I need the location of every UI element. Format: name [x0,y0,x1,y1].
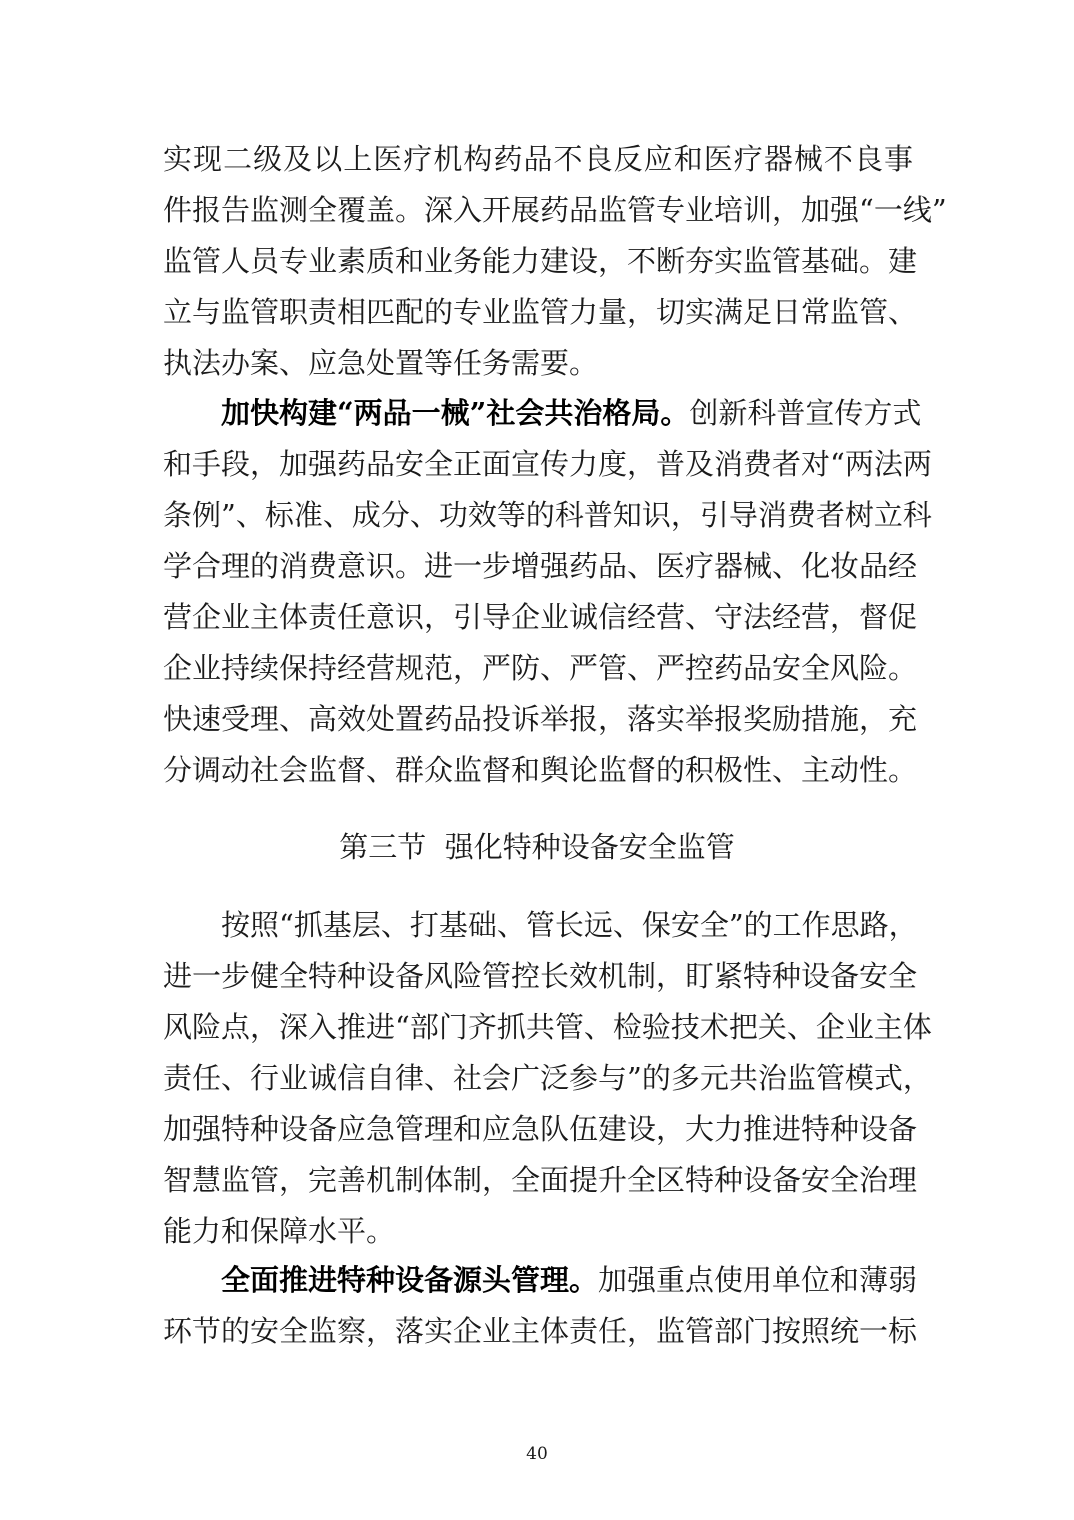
lead-line-rest: 创新科普宣传方式 [689,396,922,430]
text-line: 快速受理、高效处置药品投诉举报，落实举报奖励措施，充 [163,702,918,736]
text-line: 执法办案、应急处置等任务需要。 [163,346,599,380]
text-line: 加强特种设备应急管理和应急队伍建设，大力推进特种设备 [163,1112,918,1146]
text-line: 监管人员专业素质和业务能力建设，不断夯实监管基础。建 [163,244,918,278]
text-line: 和手段，加强药品安全正面宣传力度，普及消费者对“两法两 [163,447,932,481]
text-line-first [163,1255,918,1306]
paragraph-drug-monitoring [163,134,947,389]
text-line-first: 按照“抓基层、打基础、管长远、保安全”的工作思路， [221,908,918,942]
text-line: 智慧监管，完善机制体制，全面提升全区特种设备安全治理 [163,1163,918,1197]
text-line: 件报告监测全覆盖。深入开展药品监管专业培训，加强“一线” [163,193,947,227]
text-line: 环节的安全监察，落实企业主体责任，监管部门按照统一标 [163,1314,918,1348]
bold-lead-sentence: 加快构建“两品一械”社会共治格局。 [221,396,690,430]
text-line: 进一步健全特种设备风险管控长效机制，盯紧特种设备安全 [163,959,918,993]
text-line: 立与监管职责相匹配的专业监管力量，切实满足日常监管、 [163,295,918,329]
text-line: 企业持续保持经营规范，严防、严管、严控药品安全风险。 [163,651,918,685]
text-line: 学合理的消费意识。进一步增强药品、医疗器械、化妆品经 [163,549,918,583]
bold-lead-sentence: 全面推进特种设备源头管理。 [221,1263,599,1297]
text-line: 营企业主体责任意识，引导企业诚信经营、守法经营，督促 [163,600,918,634]
paragraph-social-governance [163,388,932,796]
text-line: 风险点，深入推进“部门齐抓共管、检验技术把关、企业主体 [163,1010,932,1044]
text-line: 实现二级及以上医疗机构药品不良反应和医疗器械不良事 [163,142,913,176]
lead-line-rest: 加强重点使用单位和薄弱 [598,1263,918,1297]
paragraph-special-equipment [163,900,932,1257]
section-heading: 第三节 强化特种设备安全监管 [339,830,735,864]
text-line: 分调动社会监督、群众监督和舆论监督的积极性、主动性。 [163,753,918,787]
text-line: 能力和保障水平。 [163,1214,396,1248]
paragraph-source-management [163,1255,918,1357]
text-line: 条例”、标准、成分、功效等的科普知识，引导消费者树立科 [163,498,932,532]
text-line-first [163,388,922,439]
page-number: 40 [526,1444,548,1464]
text-line: 责任、行业诚信自律、社会广泛参与”的多元共治监管模式， [163,1061,932,1095]
